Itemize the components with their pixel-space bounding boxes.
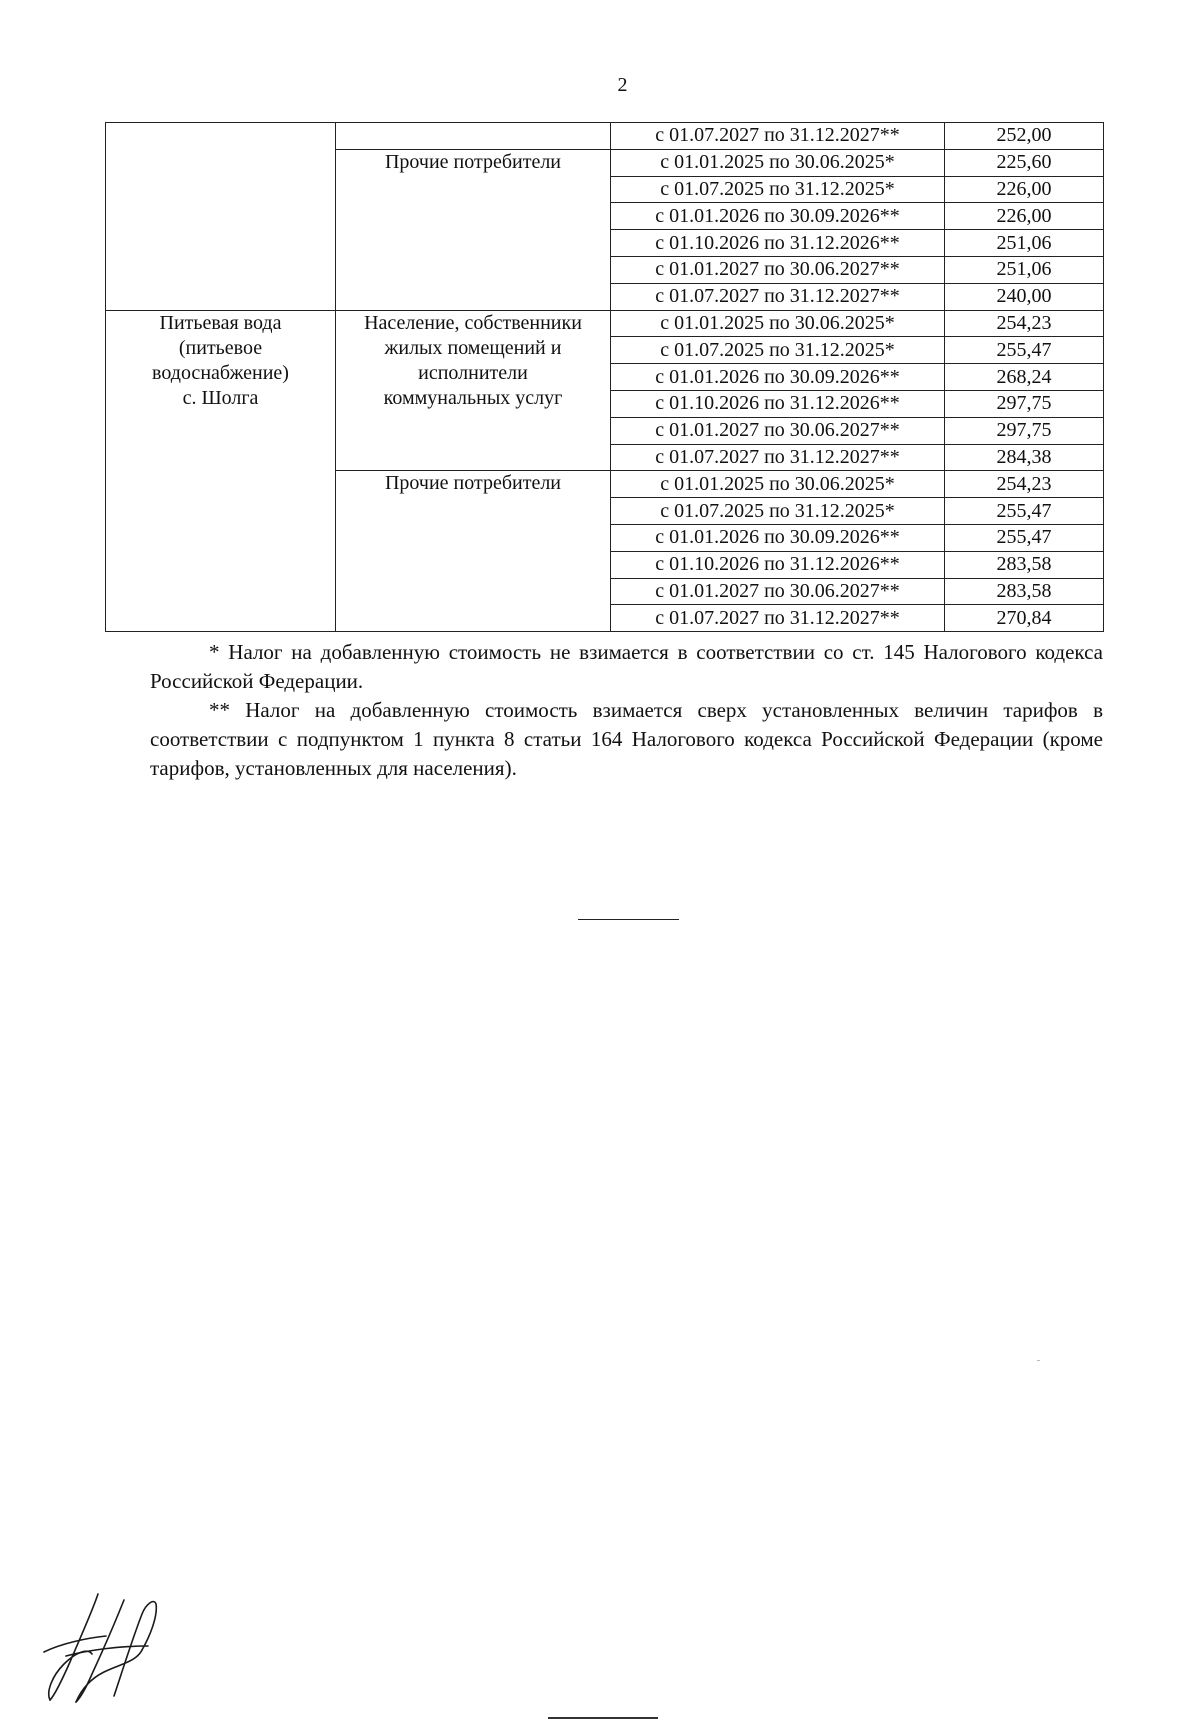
separator-line — [578, 919, 679, 920]
period-cell: с 01.01.2025 по 30.06.2025* — [611, 310, 945, 337]
footnotes — [150, 638, 1103, 783]
period-cell: с 01.01.2027 по 30.06.2027** — [611, 578, 945, 605]
service-line: (питьевое — [178, 336, 263, 359]
tariff-value-cell: 252,00 — [945, 123, 1104, 150]
tariff-value-cell: 251,06 — [945, 230, 1104, 257]
handwritten-signature — [40, 1592, 170, 1704]
footnote-vat-exempt: * Налог на добавленную стоимость не взимается в соответствии со ст. 145 Налогового кодекса Российской Федерации. — [150, 640, 1103, 693]
table-row — [106, 123, 1104, 150]
tariff-value-cell: 240,00 — [945, 283, 1104, 310]
period-cell: с 01.01.2026 по 30.09.2026** — [611, 524, 945, 551]
page-number: 2 — [617, 74, 628, 96]
footnote-vat-charged: ** Налог на добавленную стоимость взимается сверх установленных величин тарифов в соответствии с подпунктом 1 пункта 8 статьи 164 Налогового кодекса Российской Федерации (кроме тарифов, установленных для населения). — [150, 698, 1103, 780]
period-cell: с 01.10.2026 по 31.12.2026** — [611, 230, 945, 257]
tariff-value-cell: 251,06 — [945, 256, 1104, 283]
consumer-cell: Прочие потребители — [336, 149, 611, 310]
period-cell: с 01.07.2027 по 31.12.2027** — [611, 123, 945, 150]
period-cell: с 01.10.2026 по 31.12.2026** — [611, 551, 945, 578]
service-cell — [106, 310, 336, 632]
consumer-cell-empty — [336, 123, 611, 150]
service-line: с. Шолга — [182, 386, 259, 409]
period-cell: с 01.01.2026 по 30.09.2026** — [611, 203, 945, 230]
tariff-value-cell: 225,60 — [945, 149, 1104, 176]
service-line: Питьевая вода — [159, 311, 282, 334]
period-cell: с 01.01.2027 по 30.06.2027** — [611, 256, 945, 283]
consumer-line: исполнители — [418, 361, 528, 384]
tariff-value-cell: 226,00 — [945, 176, 1104, 203]
tariff-value-cell: 254,23 — [945, 310, 1104, 337]
tariff-value-cell: 254,23 — [945, 471, 1104, 498]
period-cell: с 01.07.2027 по 31.12.2027** — [611, 444, 945, 471]
period-cell: с 01.07.2025 по 31.12.2025* — [611, 176, 945, 203]
period-cell: с 01.01.2027 по 30.06.2027** — [611, 417, 945, 444]
tariff-value-cell: 297,75 — [945, 417, 1104, 444]
period-cell: с 01.01.2025 по 30.06.2025* — [611, 149, 945, 176]
service-line: водоснабжение) — [152, 361, 289, 384]
period-cell: с 01.07.2025 по 31.12.2025* — [611, 498, 945, 525]
tariff-table — [105, 122, 1104, 632]
consumer-cell: Прочие потребители — [336, 471, 611, 632]
period-cell: с 01.01.2026 по 30.09.2026** — [611, 364, 945, 391]
scan-speck — [1037, 1360, 1040, 1361]
consumer-line: Население, собственники — [364, 311, 582, 334]
tariff-value-cell: 226,00 — [945, 203, 1104, 230]
period-cell: с 01.07.2025 по 31.12.2025* — [611, 337, 945, 364]
table-row — [106, 310, 1104, 337]
period-cell: с 01.07.2027 по 31.12.2027** — [611, 605, 945, 632]
tariff-value-cell: 283,58 — [945, 551, 1104, 578]
scan-edge-mark — [548, 1717, 658, 1723]
period-cell: с 01.10.2026 по 31.12.2026** — [611, 390, 945, 417]
tariff-value-cell: 255,47 — [945, 524, 1104, 551]
tariff-value-cell: 255,47 — [945, 337, 1104, 364]
tariff-value-cell: 297,75 — [945, 390, 1104, 417]
consumer-line: жилых помещений и — [384, 336, 562, 359]
tariff-value-cell: 268,24 — [945, 364, 1104, 391]
service-cell-empty — [106, 123, 336, 311]
period-cell: с 01.07.2027 по 31.12.2027** — [611, 283, 945, 310]
consumer-cell — [336, 310, 611, 471]
tariff-value-cell: 284,38 — [945, 444, 1104, 471]
consumer-line: коммунальных услуг — [383, 386, 563, 409]
tariff-value-cell: 283,58 — [945, 578, 1104, 605]
tariff-value-cell: 270,84 — [945, 605, 1104, 632]
tariff-value-cell: 255,47 — [945, 498, 1104, 525]
period-cell: с 01.01.2025 по 30.06.2025* — [611, 471, 945, 498]
